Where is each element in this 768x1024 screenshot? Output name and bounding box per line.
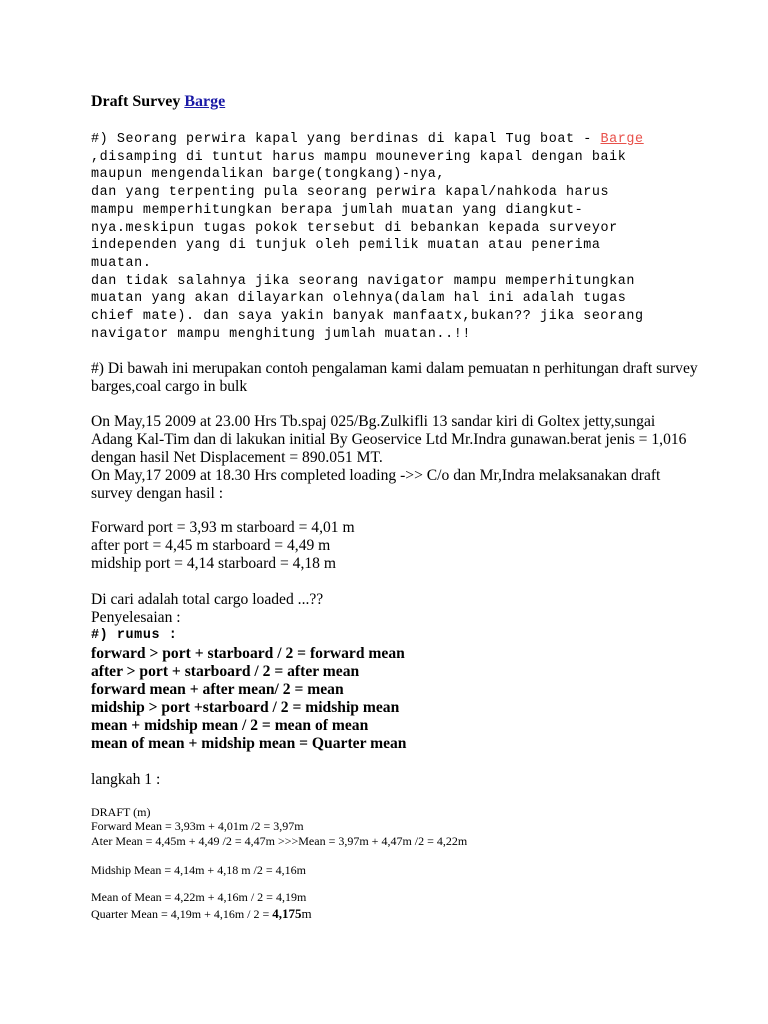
intro-line: dan yang terpenting pula seorang perwira kapal/nahkoda harus [91,185,610,201]
title-text: Draft Survey [91,93,185,110]
quarter-mean-unit: m [301,906,312,921]
formula-line: mean + midship mean / 2 = mean of mean [91,717,369,734]
formula-line: forward > port + starboard / 2 = forward mean [91,645,405,662]
example-paragraph [91,360,698,396]
drafts-list [91,519,691,573]
formula-line: mean of mean + midship mean = Quarter mean [91,735,407,752]
intro-line: dan tidak salahnya jika seorang navigator mampu memperhitungkan [91,273,636,289]
title-barge-link[interactable]: Barge [184,93,226,110]
quarter-mean-text: Quarter Mean = 4,19m + 4,16m / 2 = [91,907,273,921]
quarter-mean-line [91,907,312,921]
initial-line: Adang Kal-Tim dan di lakukan initial By Geoservice Ltd Mr.Indra gunawan.berat jenis = 1,016 [91,431,687,448]
draft-unit-label: DRAFT (m) [91,805,151,819]
example-line: #) Di bawah ini merupakan contoh pengalaman kami dalam pemuatan n perhitungan draft survey [91,360,698,377]
intro-line: ,disamping di tuntut harus mampu mounevering kapal dengan baik [91,149,627,165]
intro-line: muatan yang akan dilayarkan olehnya(dalam hal ini adalah tugas [91,291,627,307]
intro-line: chief mate). dan saya yakin banyak manfaatx,bukan?? jika seorang [91,309,644,325]
initial-survey-paragraph [91,413,691,503]
formula-line: after > port + starboard / 2 = after mean [91,663,360,680]
solution-section [91,591,691,753]
draft-line: Forward port = 3,93 m starboard = 4,01 m [91,519,355,536]
initial-line: survey dengan hasil : [91,485,224,502]
example-line: barges,coal cargo in bulk [91,378,248,395]
midship-mean-line: Midship Mean = 4,14m + 4,18 m /2 = 4,16m [91,863,306,877]
forward-mean-line: Forward Mean = 3,93m + 4,01m /2 = 3,97m [91,819,304,833]
quarter-mean-value: 4,175 [272,906,302,921]
intro-line: nya.meskipun tugas pokok tersebut di bebankan kepada surveyor [91,220,618,236]
intro-line: independen yang di tunjuk oleh pemilik muatan atau penerima [91,238,601,254]
formula-line: forward mean + after mean/ 2 = mean [91,681,344,698]
initial-line: On May,17 2009 at 18.30 Hrs completed loading ->> C/o dan Mr,Indra melaksanakan draft [91,467,661,484]
intro-line: navigator mampu menghitung jumlah muatan..!! [91,326,471,342]
intro-line: maupun mengendalikan barge(tongkang)-nya, [91,167,446,183]
intro-line: muatan. [91,255,152,271]
draft-line: after port = 4,45 m starboard = 4,49 m [91,537,331,554]
answer-label: Penyelesaian : [91,609,181,626]
mean-of-mean-line: Mean of Mean = 4,22m + 4,16m / 2 = 4,19m [91,890,307,904]
initial-line: On May,15 2009 at 23.00 Hrs Tb.spaj 025/Bg.Zulkifli 13 sandar kiri di Goltex jetty,sungai [91,413,656,430]
intro-paragraph [91,131,691,343]
intro-barge-link[interactable]: Barge [600,132,644,147]
intro-line-text: #) Seorang perwira kapal yang berdinas di kapal Tug boat - [91,132,601,147]
intro-line: mampu memperhitungkan berapa jumlah muatan yang diangkut- [91,202,584,218]
initial-line: dengan hasil Net Displacement = 890.051 MT. [91,449,383,466]
rumus-label: #) rumus : [91,628,178,643]
page-title [91,93,225,111]
step1-label: langkah 1 : [91,771,161,788]
question-line: Di cari adalah total cargo loaded ...?? [91,591,324,608]
ater-mean-line: Ater Mean = 4,45m + 4,49 /2 = 4,47m >>>Mean = 3,97m + 4,47m /2 = 4,22m [91,834,468,848]
draft-line: midship port = 4,14 starboard = 4,18 m [91,555,336,572]
formula-line: midship > port +starboard / 2 = midship mean [91,699,400,716]
intro-line [91,131,691,149]
